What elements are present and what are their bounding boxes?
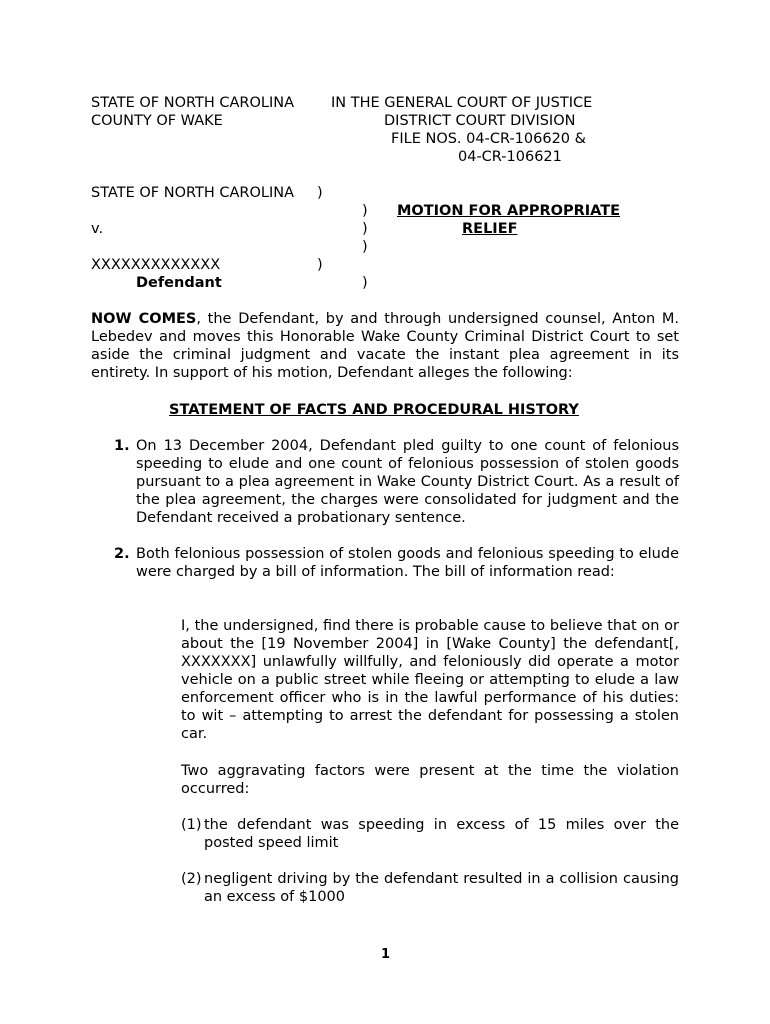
factor-label: (2) xyxy=(181,871,202,887)
intro-lead: NOW COMES xyxy=(91,311,197,327)
page-number: 1 xyxy=(381,947,391,962)
intro-paragraph xyxy=(91,310,679,382)
versus-label: v. xyxy=(91,221,104,237)
plaintiff-name: STATE OF NORTH CAROLINA xyxy=(91,185,295,201)
motion-title-line2: RELIEF xyxy=(462,221,518,237)
caption-court: IN THE GENERAL COURT OF JUSTICE xyxy=(331,95,593,111)
caption-division: DISTRICT COURT DIVISION xyxy=(384,113,576,129)
caption-county: COUNTY OF WAKE xyxy=(91,113,223,129)
item-text: Both felonious possession of stolen goods and felonious speeding to elude were charged by a bill of information. The bill of information read: xyxy=(136,546,679,580)
quote-paragraph: I, the undersigned, find there is probable cause to believe that on or about the [19 November 2004] in [Wake County] the defendant[, XXXXXXX] unlawfully willfully, and feloniously did operate a motor vehicle on a public street while fleeing or attempting to elude a law enforcement officer who is in the lawful performance of his duties: to wit – attempting to arrest the defendant for possessing a stolen car. xyxy=(181,618,679,742)
paren: ) xyxy=(362,203,368,219)
paren: ) xyxy=(362,239,368,255)
item-number: 1. xyxy=(114,438,130,454)
factor-label: (1) xyxy=(181,817,202,833)
caption-file-nos-2: 04-CR-106621 xyxy=(458,149,562,165)
section-heading: STATEMENT OF FACTS AND PROCEDURAL HISTORY xyxy=(169,402,579,418)
defendant-label: Defendant xyxy=(136,275,222,291)
paren: ) xyxy=(317,257,323,273)
paren: ) xyxy=(362,221,368,237)
caption-state: STATE OF NORTH CAROLINA xyxy=(91,95,295,111)
motion-title: MOTION FOR APPROPRIATE xyxy=(397,203,621,219)
item-text: On 13 December 2004, Defendant pled guilty to one count of felonious speeding to elude and one count of felonious possession of stolen goods pursuant to a plea agreement in Wake County District Court. As a result of the plea agreement, the charges were consolidated for judgment and the Defendant received a probationary sentence. xyxy=(136,438,679,526)
caption-file-nos: FILE NOS. 04-CR-106620 & xyxy=(391,131,586,147)
factor-text: the defendant was speeding in excess of 15 miles over the posted speed limit xyxy=(204,817,679,851)
paren: ) xyxy=(317,185,323,201)
factor-text: negligent driving by the defendant resulted in a collision causing an excess of $1000 xyxy=(204,871,679,905)
paren: ) xyxy=(362,275,368,291)
intro-text: , the Defendant, by and through undersigned counsel, Anton M. Lebedev and moves this Honorable Wake County Criminal District Court to set aside the criminal judgment and vacate the instant plea agreement in its entirety. In support of his motion, Defendant alleges the following: xyxy=(91,311,679,381)
quote-paragraph-2: Two aggravating factors were present at the time the violation occurred: xyxy=(181,763,679,797)
defendant-name: XXXXXXXXXXXXX xyxy=(91,257,221,273)
item-number: 2. xyxy=(114,546,130,562)
